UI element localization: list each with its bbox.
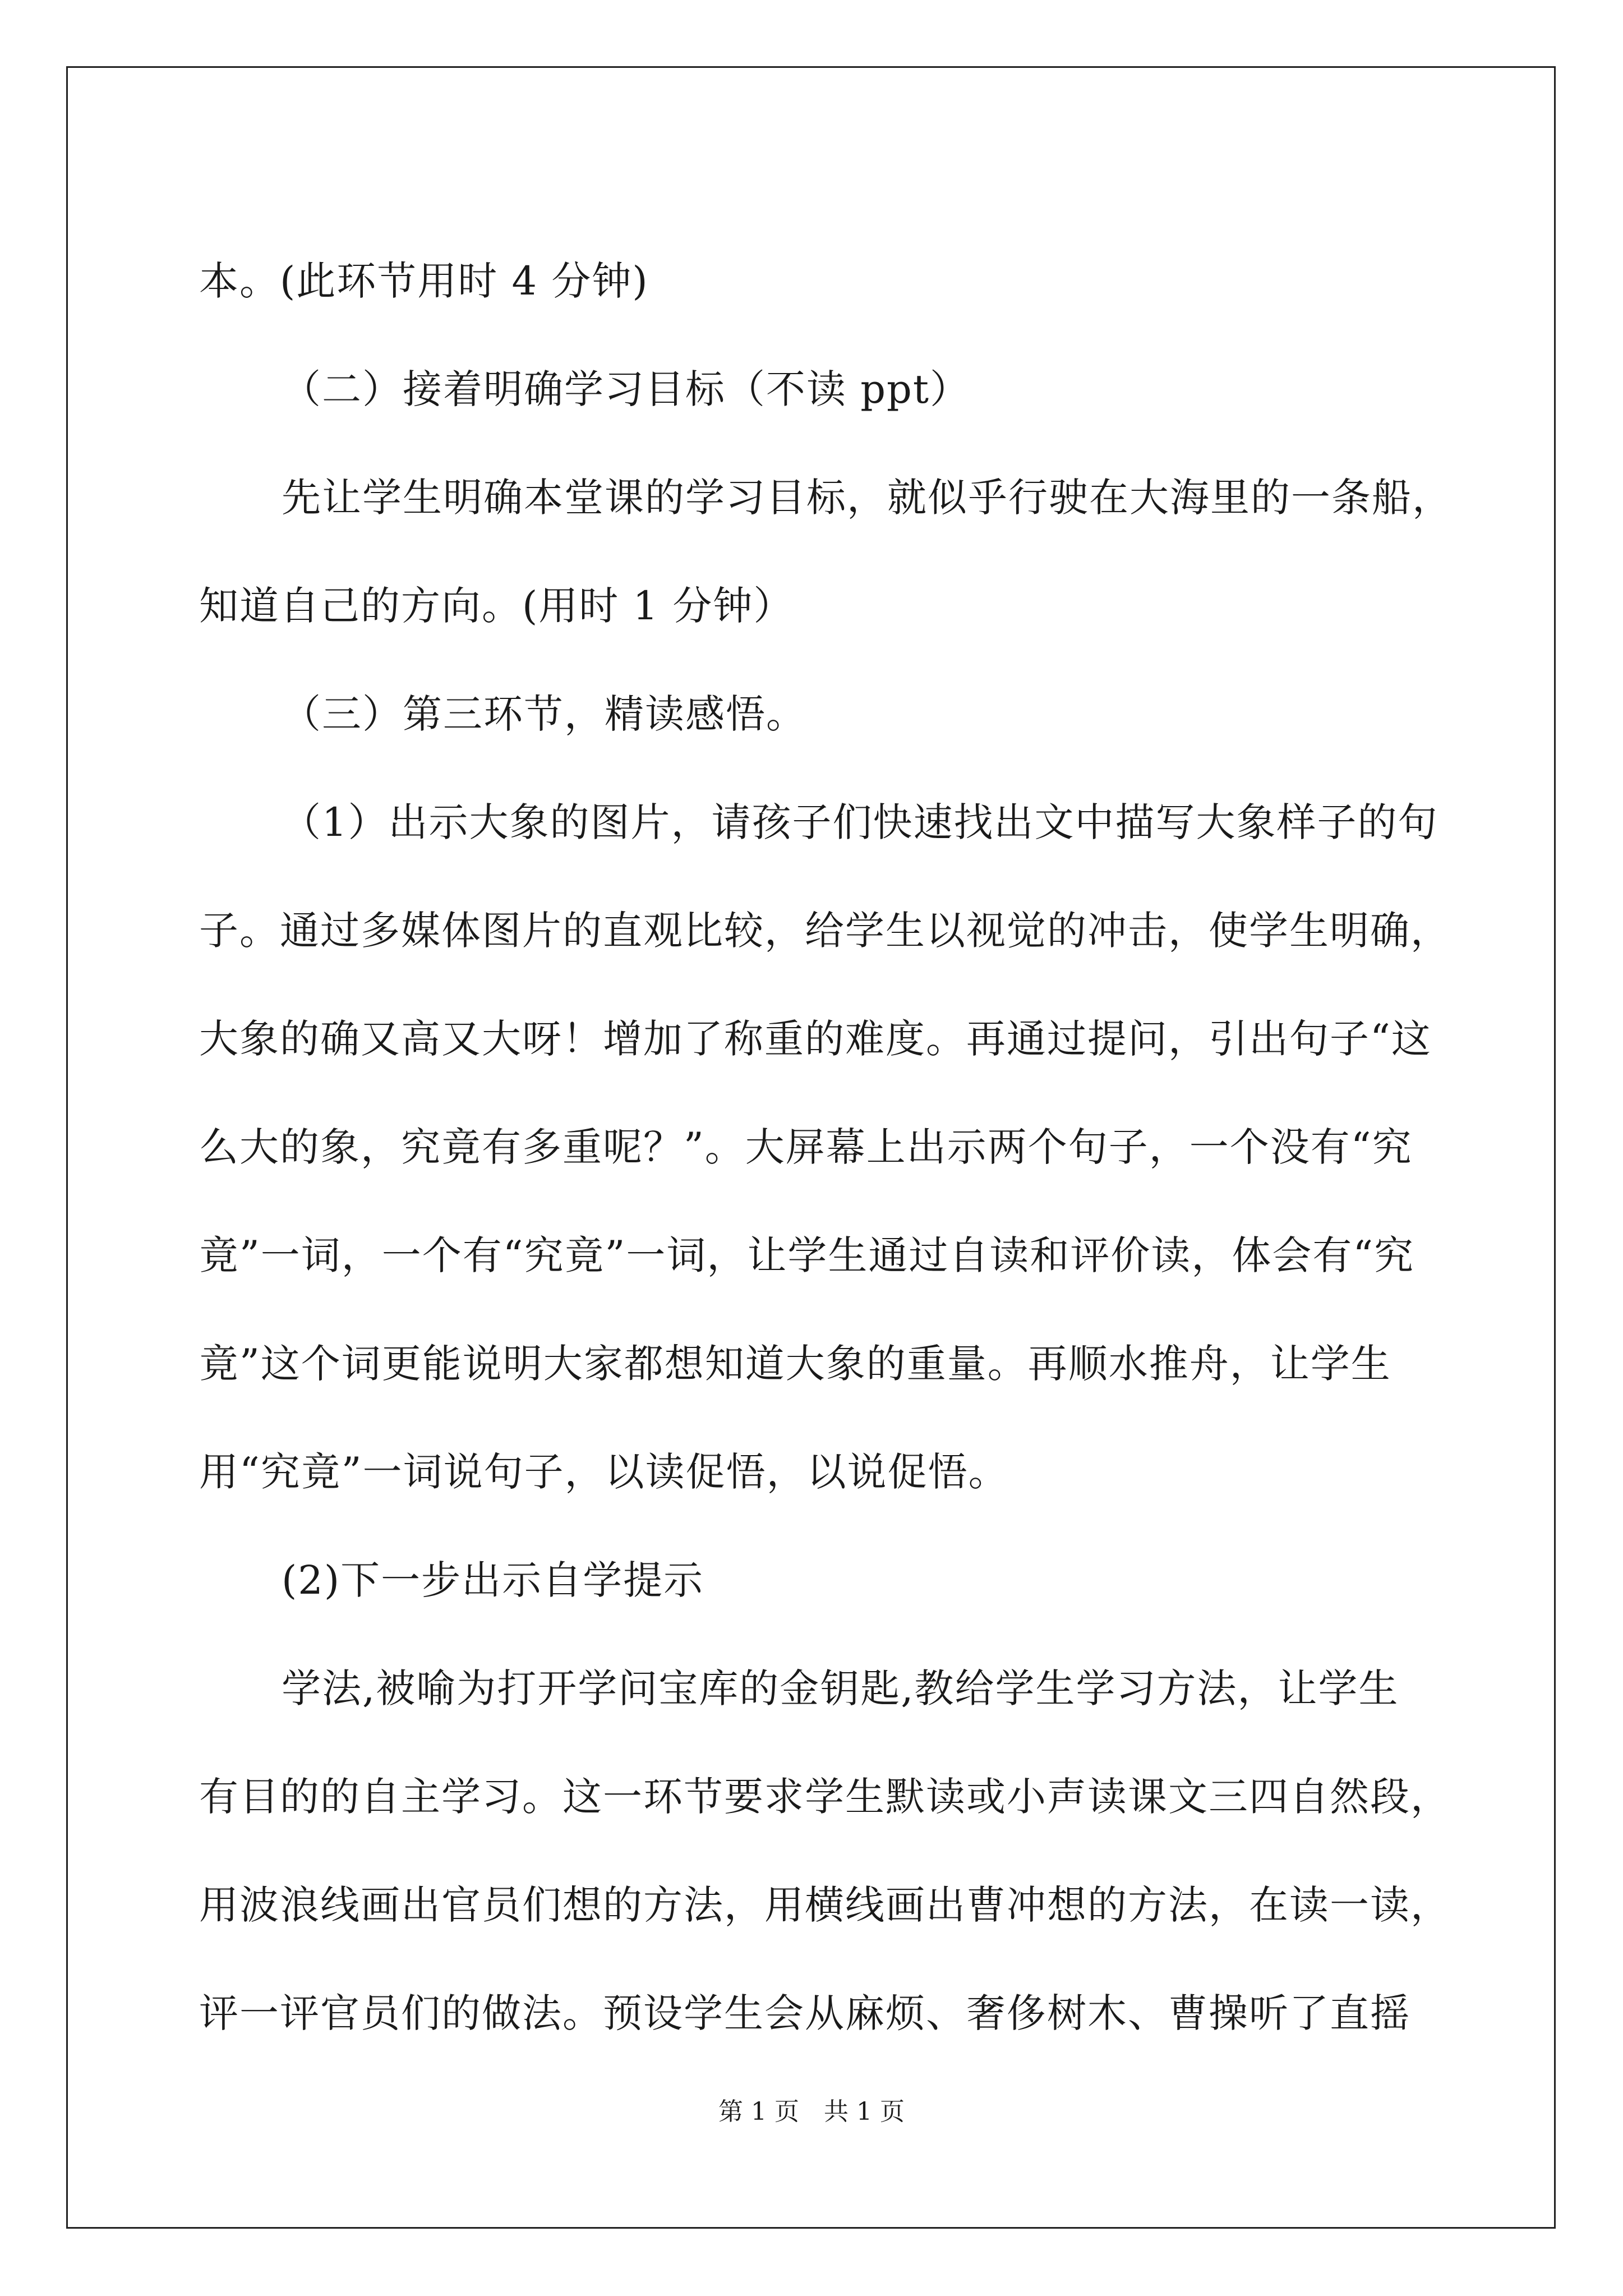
text-line: （三）第三环节，精读感悟。 <box>282 691 806 737</box>
text-line: （1）出示大象的图片，请孩子们快速找出文中描写大象样子的句 <box>282 799 1438 845</box>
text-line: 本。(此环节用时 4 分钟) <box>199 258 649 304</box>
text-line: 用“究竟”一词说句子，以读促悟，以说促悟。 <box>199 1449 1009 1495</box>
text-line: 竟”这个词更能说明大家都想知道大象的重量。再顺水推舟，让学生 <box>199 1341 1391 1387</box>
text-line: 用波浪线画出官员们想的方法，用横线画出曹冲想的方法，在读一读， <box>199 1882 1451 1928</box>
text-line: 先让学生明确本堂课的学习目标，就似乎行驶在大海里的一条船， <box>282 475 1453 521</box>
text-line: 子。通过多媒体图片的直观比较，给学生以视觉的冲击，使学生明确， <box>199 908 1451 954</box>
text-line: (2)下一步出示自学提示 <box>282 1557 704 1603</box>
document-body <box>199 227 1453 2068</box>
text-line: （二）接着明确学习目标（不读 ppt） <box>282 366 970 412</box>
text-line: 知道自己的方向。(用时 1 分钟） <box>199 583 794 629</box>
page-footer: 第 1 页 共 1 页 <box>718 2097 905 2126</box>
text-line: 竟”一词，一个有“究竟”一词，让学生通过自读和评价读，体会有“究 <box>199 1232 1415 1278</box>
text-line: 有目的的自主学习。这一环节要求学生默读或小声读课文三四自然段， <box>199 1774 1451 1820</box>
text-line: 评一评官员们的做法。预设学生会从麻烦、奢侈树木、曹操听了直摇 <box>199 1990 1410 2036</box>
text-line: 大象的确又高又大呀！增加了称重的难度。再通过提问，引出句子“这 <box>199 1016 1432 1062</box>
text-line: 学法,被喻为打开学问宝库的金钥匙,教给学生学习方法，让学生 <box>282 1665 1399 1711</box>
text-line: 么大的象，究竟有多重呢？”。大屏幕上出示两个句子，一个没有“究 <box>199 1124 1413 1170</box>
